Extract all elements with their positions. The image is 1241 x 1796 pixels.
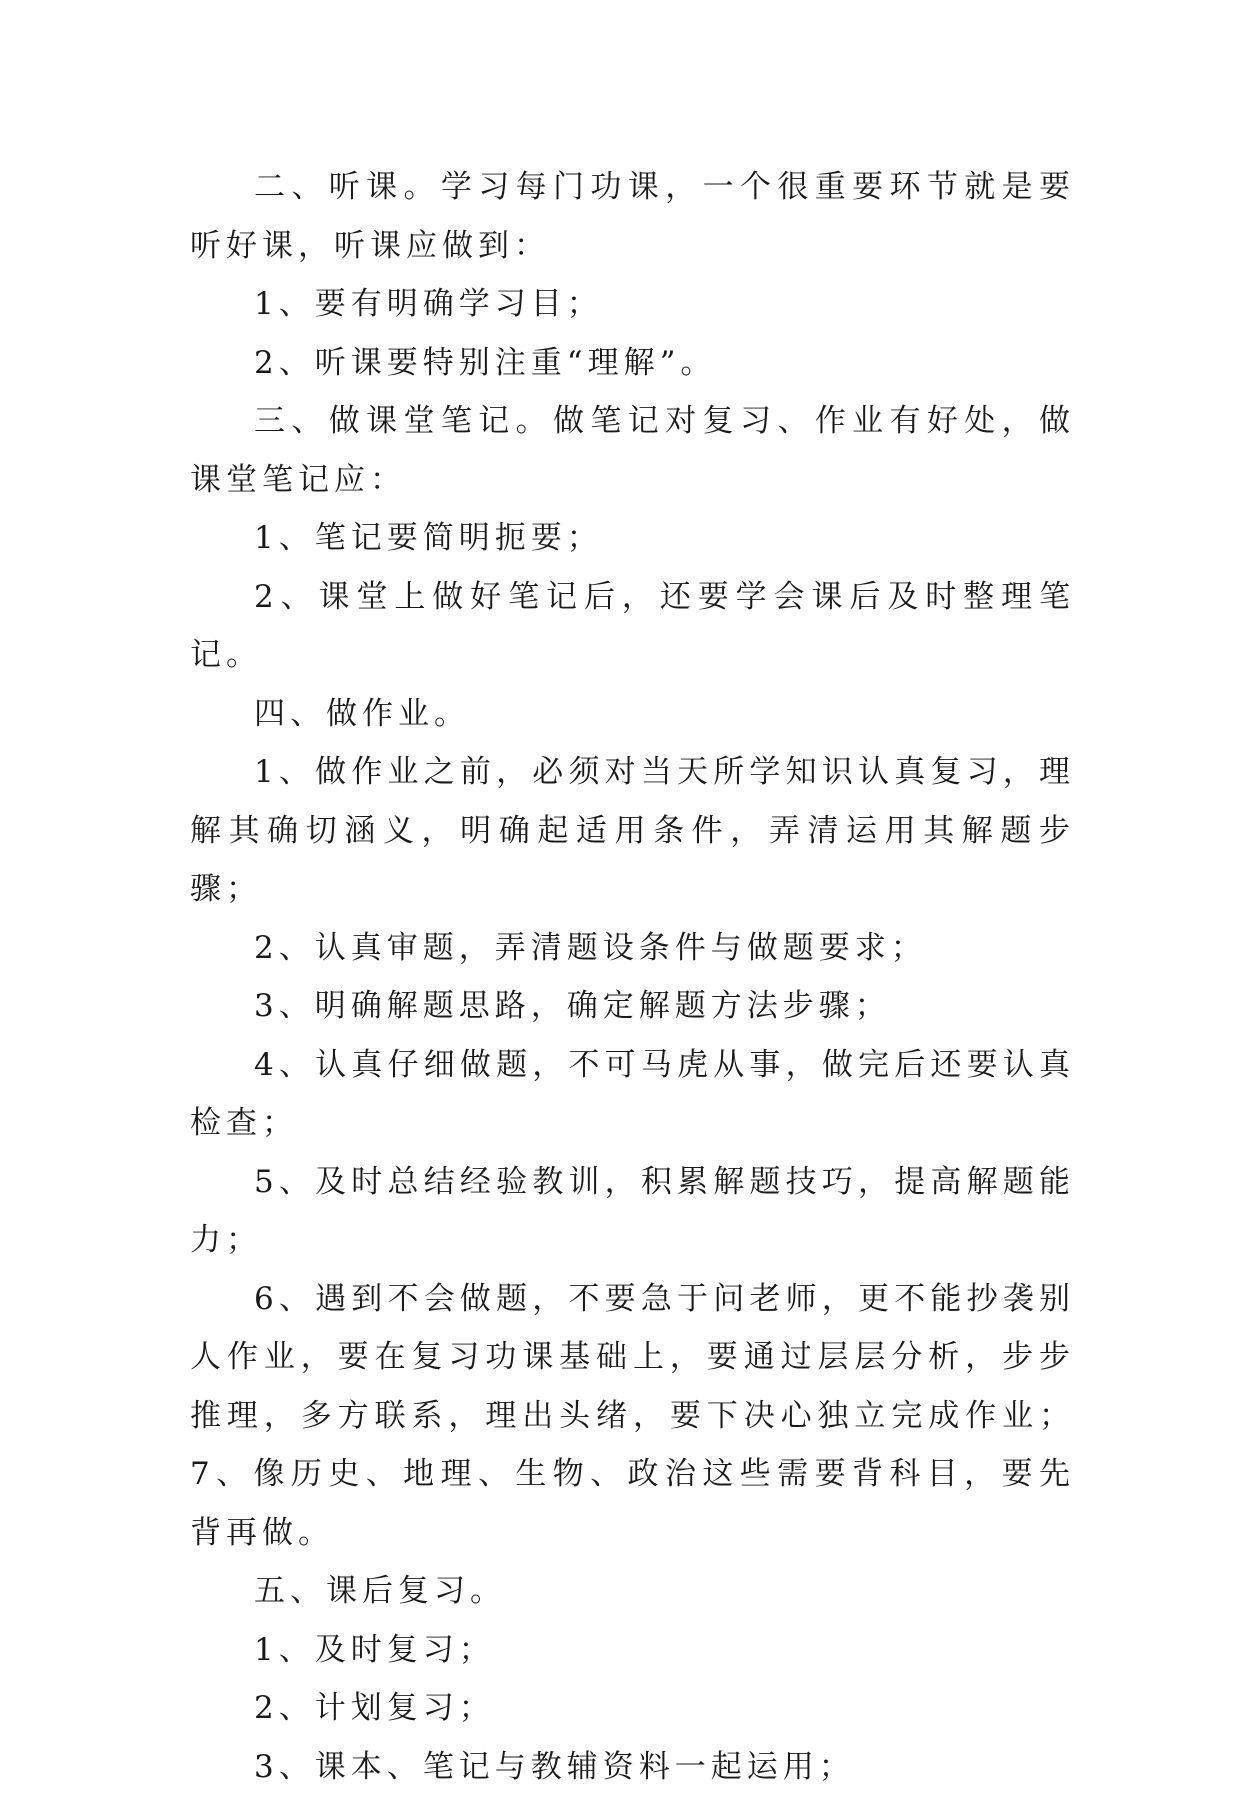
paragraph-notes-heading: 三、做课堂笔记。做笔记对复习、作业有好处，做课堂笔记应： — [190, 392, 1075, 509]
paragraph-homework-item-2: 2、认真审题，弄清题设条件与做题要求； — [190, 919, 1075, 978]
document-body — [190, 158, 1075, 1796]
paragraph-homework-item-4: 4、认真仔细做题，不可马虎从事，做完后还要认真检查； — [190, 1036, 1075, 1153]
paragraph-homework-item-6-7: 6、遇到不会做题，不要急于问老师，更不能抄袭别人作业，要在复习功课基础上，要通过层层分析，步步推理，多方联系，理出头绪，要下决心独立完成作业；7、像历史、地理、生物、政治这些需要背科目，要先背再做。 — [190, 1270, 1075, 1563]
paragraph-review-item-2: 2、计划复习； — [190, 1679, 1075, 1738]
paragraph-homework-item-1: 1、做作业之前，必须对当天所学知识认真复习，理解其确切涵义，明确起适用条件，弄清运用其解题步骤； — [190, 743, 1075, 919]
paragraph-listening-heading: 二、听课。学习每门功课，一个很重要环节就是要听好课，听课应做到： — [190, 158, 1075, 275]
paragraph-notes-item-1: 1、笔记要简明扼要； — [190, 509, 1075, 568]
paragraph-review-heading: 五、课后复习。 — [190, 1562, 1075, 1621]
paragraph-listening-item-1: 1、要有明确学习目； — [190, 275, 1075, 334]
paragraph-homework-heading: 四、做作业。 — [190, 685, 1075, 744]
paragraph-review-item-3: 3、课本、笔记与教辅资料一起运用； — [190, 1738, 1075, 1796]
paragraph-listening-item-2: 2、听课要特别注重“理解”。 — [190, 334, 1075, 393]
paragraph-notes-item-2: 2、课堂上做好笔记后，还要学会课后及时整理笔记。 — [190, 568, 1075, 685]
paragraph-review-item-1: 1、及时复习； — [190, 1621, 1075, 1680]
paragraph-homework-item-3: 3、明确解题思路，确定解题方法步骤； — [190, 977, 1075, 1036]
paragraph-homework-item-5: 5、及时总结经验教训，积累解题技巧，提高解题能力； — [190, 1153, 1075, 1270]
